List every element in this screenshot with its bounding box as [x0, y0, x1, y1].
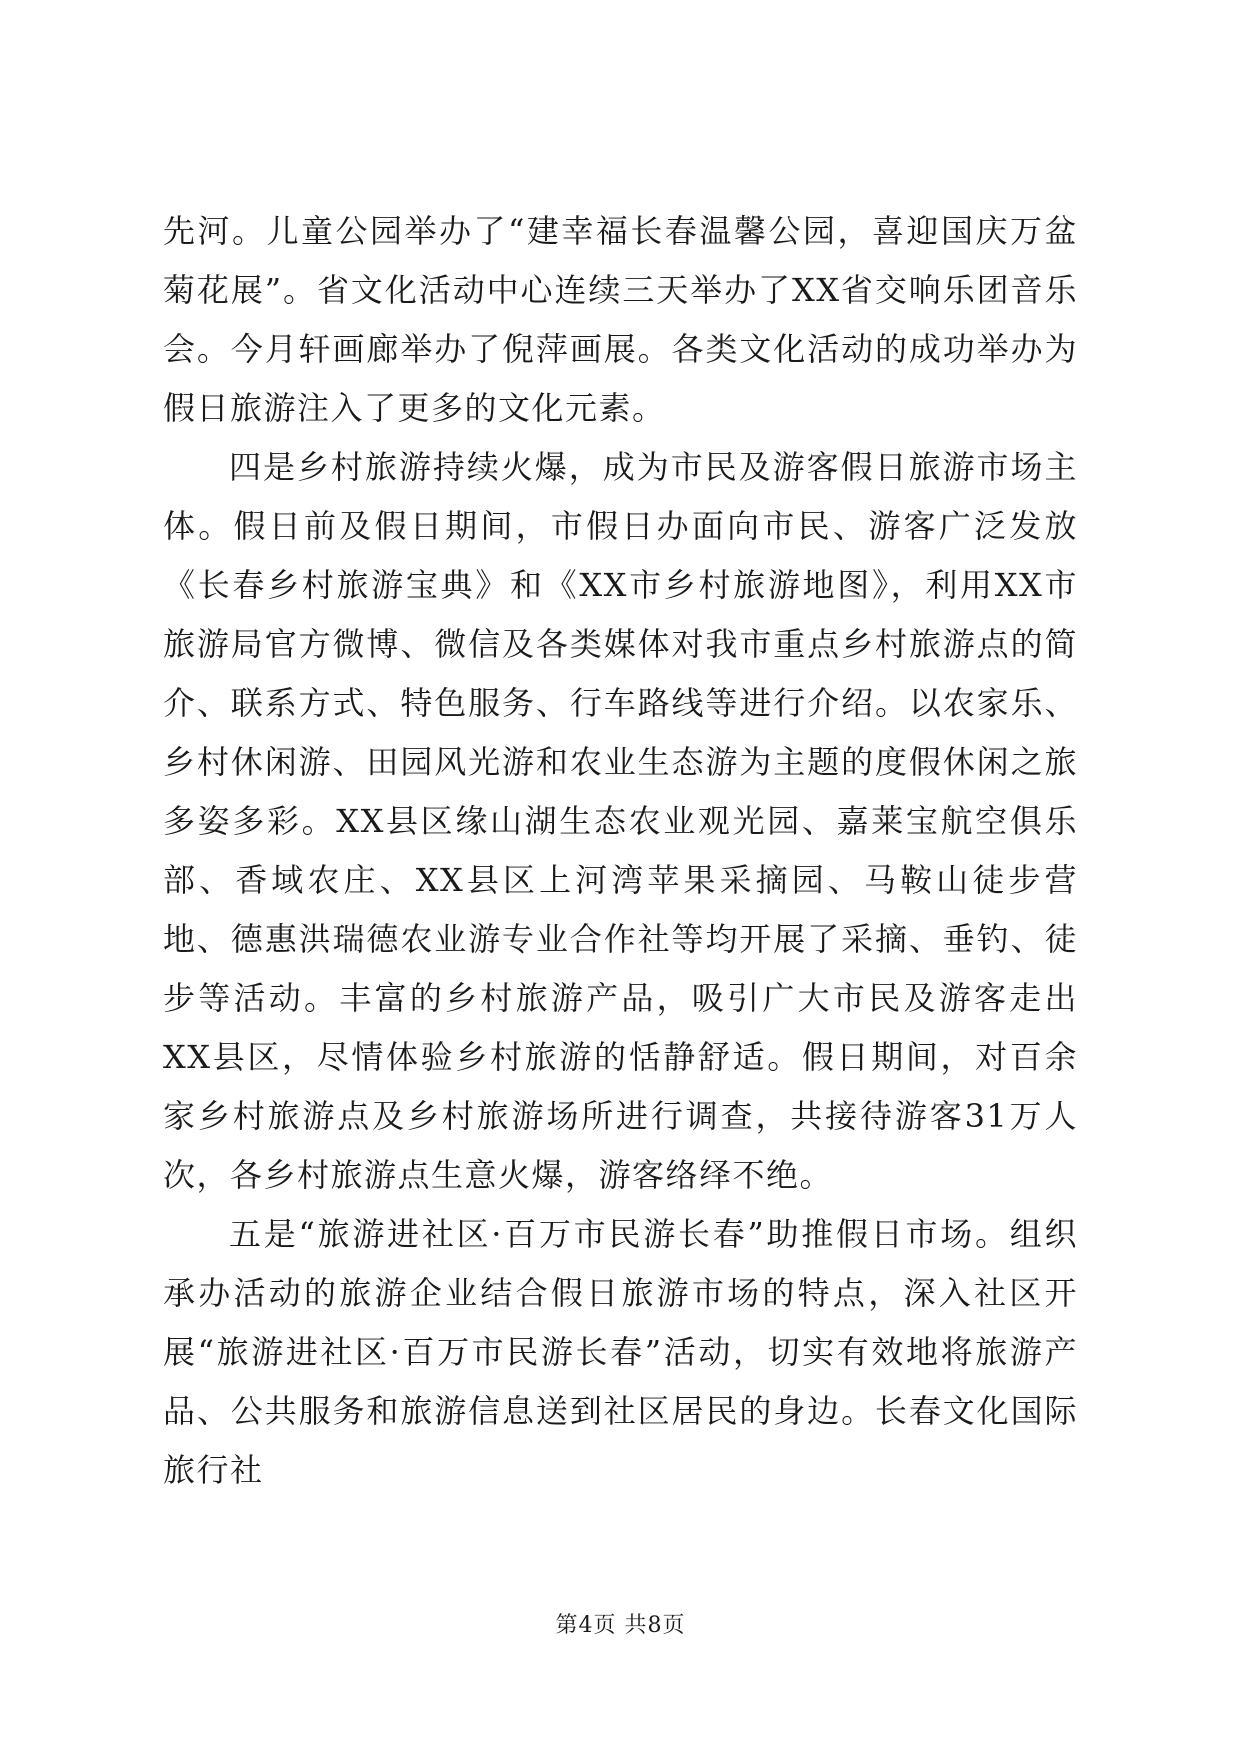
page-footer: 第4页 共8页 [555, 1613, 686, 1638]
paragraph-2: 四是乡村旅游持续火爆，成为市民及游客假日旅游市场主体。假日前及假日期间，市假日办面向市民、游客广泛发放《长春乡村旅游宝典》和《XX市乡村旅游地图》，利用XX市旅游局官方微博、微信及各类媒体对我市重点乡村旅游点的简介、联系方式、特色服务、行车路线等进行介绍。以农家乐、乡村休闲游、田园风光游和农业生态游为主题的度假休闲之旅多姿多彩。XX县区缘山湖生态农业观光园、嘉莱宝航空俱乐部、香域农庄、XX县区上河湾苹果采摘园、马鞍山徒步营地、德惠洪瑞德农业游专业合作社等均开展了采摘、垂钓、徒步等活动。丰富的乡村旅游产品，吸引广大市民及游客走出XX县区，尽情体验乡村旅游的恬静舒适。假日期间，对百余家乡村旅游点及乡村旅游场所进行调查，共接待游客31万人次，各乡村旅游点生意火爆，游客络绎不绝。 [163, 448, 1078, 1194]
paragraph-3: 五是“旅游进社区·百万市民游长春”助推假日市场。组织承办活动的旅游企业结合假日旅游市场的特点，深入社区开展“旅游进社区·百万市民游长春”活动，切实有效地将旅游产品、公共服务和旅游信息送到社区居民的身边。长春文化国际旅行社 [163, 1215, 1078, 1489]
document-body [163, 202, 1078, 1500]
paragraph-1: 先河。儿童公园举办了“建幸福长春温馨公园，喜迎国庆万盆菊花展”。省文化活动中心连续三天举办了XX省交响乐团音乐会。今月轩画廊举办了倪萍画展。各类文化活动的成功举办为假日旅游注入了更多的文化元素。 [163, 212, 1078, 427]
